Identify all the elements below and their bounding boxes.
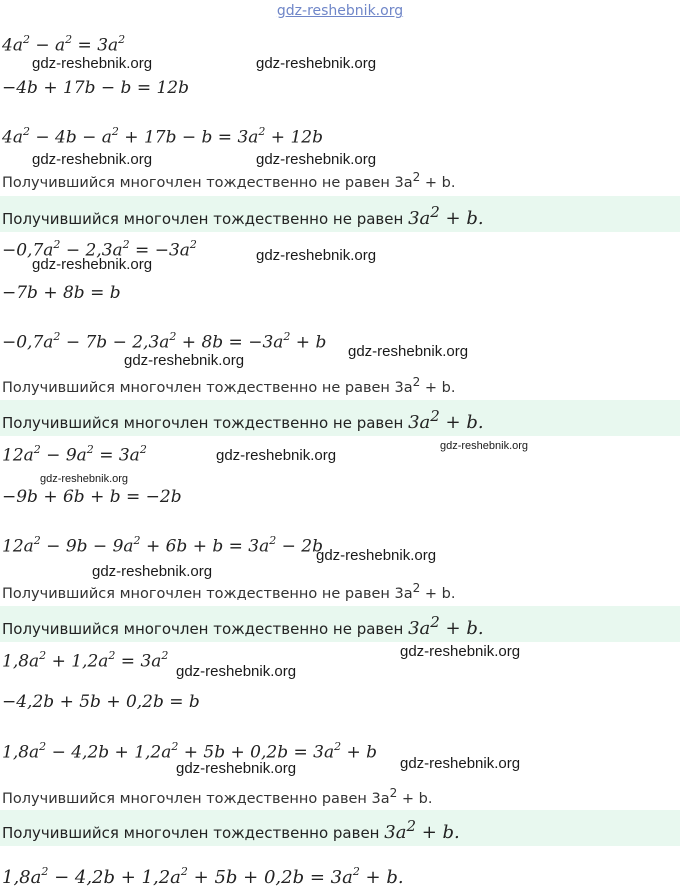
watermark: gdz-reshebnik.org — [176, 760, 297, 777]
answer-math: $3a^2 + b$. — [384, 817, 460, 843]
watermark: gdz-reshebnik.org — [348, 343, 469, 360]
answer-text: Получившийся многочлен тождественно не равен — [2, 210, 404, 228]
equation-line: −4b + 17b − b = 12b — [2, 78, 190, 98]
conclusion-text: Получившийся многочлен тождественно не равен $3a^2 + b$. — [2, 375, 456, 396]
watermark: gdz-reshebnik.org — [256, 247, 377, 264]
watermark: gdz-reshebnik.org — [40, 473, 129, 485]
highlight-answer — [0, 810, 680, 846]
watermark: gdz-reshebnik.org — [32, 151, 153, 168]
final-equation: $1,8a^2 - 4,2b + 1,2a^2 + 5b + 0,2b = 3a^2 + b$. — [2, 865, 404, 888]
equation-line: $-0,7a^2 - 7b - 2,3a^2 + 8b = -3a^2 + b$ — [2, 330, 327, 353]
answer-text: Получившийся многочлен тождественно равен — [2, 824, 380, 842]
watermark: gdz-reshebnik.org — [216, 447, 337, 464]
watermark: gdz-reshebnik.org — [176, 663, 297, 680]
answer-text: Получившийся многочлен тождественно не равен — [2, 620, 404, 638]
header — [0, 0, 680, 18]
equation-line: $4a^2 - a^2 = 3a^2$ — [2, 33, 126, 56]
watermark: gdz-reshebnik.org — [256, 55, 377, 72]
watermark: gdz-reshebnik.org — [400, 643, 521, 660]
conclusion-text: Получившийся многочлен тождественно не равен $3a^2 + b$. — [2, 581, 456, 602]
equation-line: $4a^2 - 4b - a^2 + 17b - b = 3a^2 + 12b$ — [2, 125, 323, 148]
watermark: gdz-reshebnik.org — [32, 55, 153, 72]
watermark: gdz-reshebnik.org — [256, 151, 377, 168]
site-link[interactable]: gdz-reshebnik.org — [276, 3, 404, 19]
answer-math: $3a^2 + b$. — [408, 407, 484, 433]
equation-line: $12a^2 - 9a^2 = 3a^2$ — [2, 443, 147, 466]
equation-line: $-0,7a^2 - 2,3a^2 = -3a^2$ — [2, 238, 197, 261]
watermark: gdz-reshebnik.org — [32, 256, 153, 273]
watermark: gdz-reshebnik.org — [92, 563, 213, 580]
equation-line: $1,8a^2 + 1,2a^2 = 3a^2$ — [2, 649, 169, 672]
watermark: gdz-reshebnik.org — [440, 440, 529, 452]
watermark: gdz-reshebnik.org — [316, 547, 437, 564]
equation-line: −9b + 6b + b = −2b — [2, 487, 182, 507]
equation-line: $12a^2 - 9b - 9a^2 + 6b + b = 3a^2 - 2b$ — [2, 534, 323, 557]
highlight-answer — [0, 606, 680, 642]
answer-text: Получившийся многочлен тождественно не равен — [2, 414, 404, 432]
answer-math: $3a^2 + b$. — [408, 613, 484, 639]
equation-line: −4,2b + 5b + 0,2b = b — [2, 692, 200, 712]
conclusion-text: Получившийся многочлен тождественно равен $3a^2 + b$. — [2, 786, 433, 807]
watermark: gdz-reshebnik.org — [400, 755, 521, 772]
conclusion-text: Получившийся многочлен тождественно не равен $3a^2 + b$. — [2, 170, 456, 191]
equation-line: $1,8a^2 - 4,2b + 1,2a^2 + 5b + 0,2b = 3a^2 + b$ — [2, 740, 378, 763]
watermark: gdz-reshebnik.org — [124, 352, 245, 369]
equation-line: −7b + 8b = b — [2, 283, 121, 303]
highlight-answer — [0, 196, 680, 232]
highlight-answer — [0, 400, 680, 436]
answer-math: $3a^2 + b$. — [408, 203, 484, 229]
